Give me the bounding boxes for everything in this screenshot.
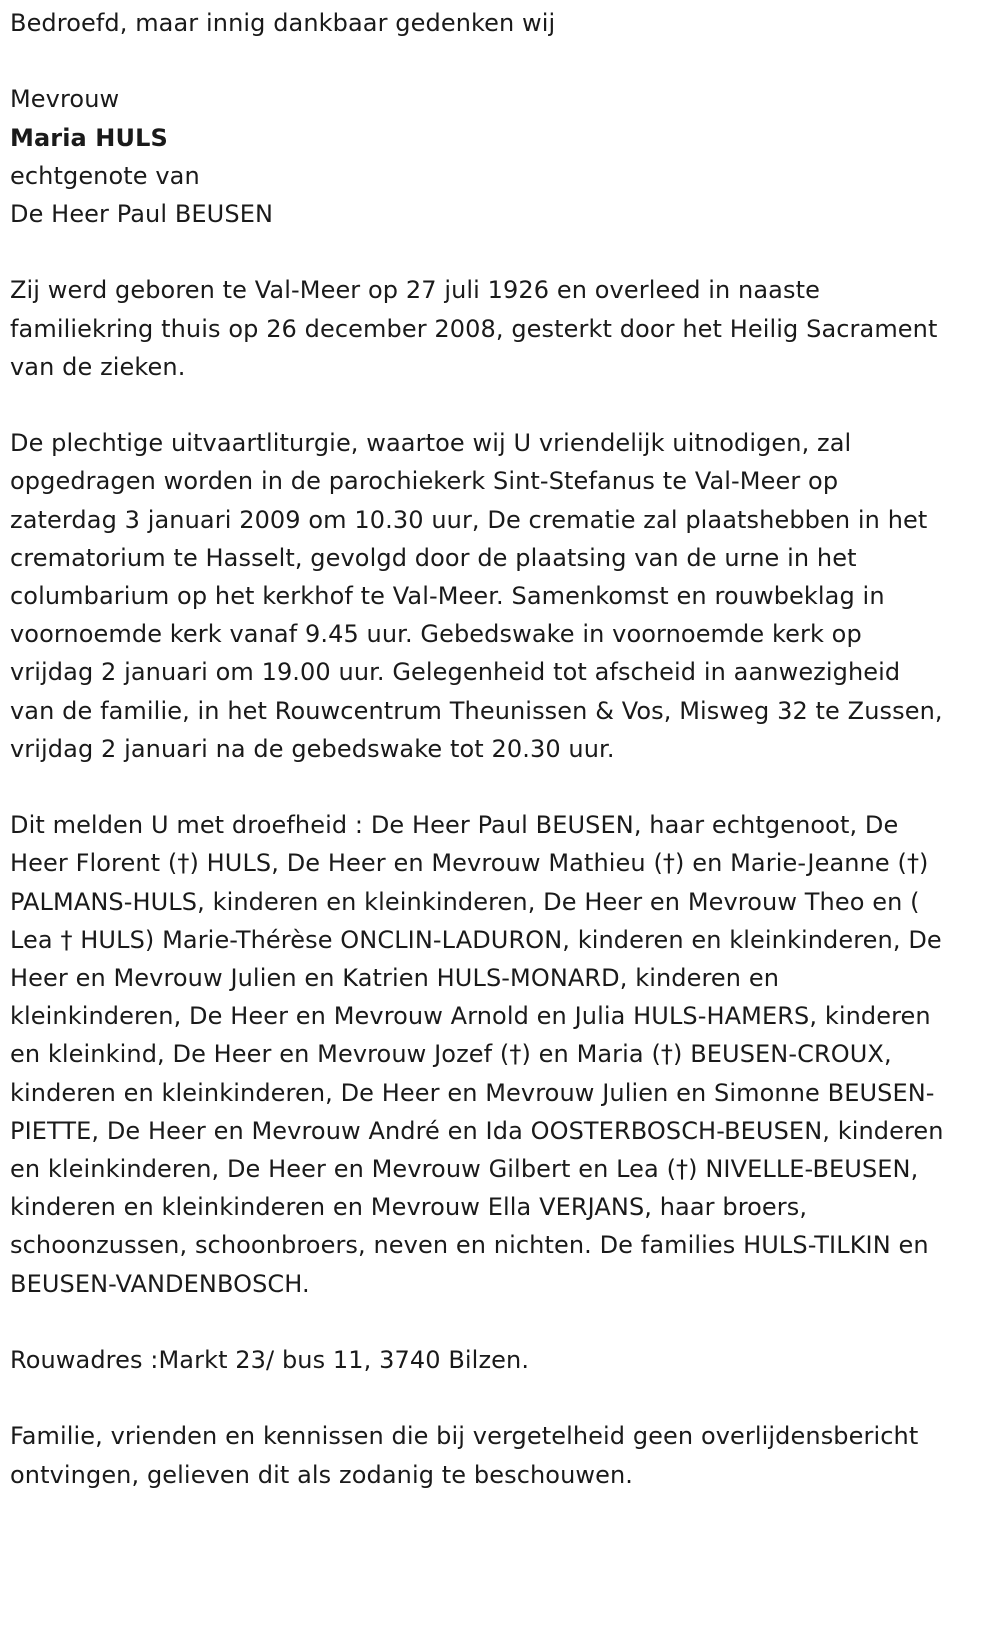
relation-line: echtgenote van <box>10 161 200 190</box>
obituary-notice <box>10 4 946 1494</box>
spacer <box>10 42 946 80</box>
ceremony-paragraph: De plechtige uitvaartliturgie, waartoe wij U vriendelijk uitnodigen, zal opgedragen worden in de parochiekerk Sint-Stefanus te Val-Meer op zaterdag 3 januari 2009 om 10.30 uur, De crematie zal plaatshebben in het crematorium te Hasselt, gevolgd door de plaatsing van de urne in het columbarium op het kerkhof te Val-Meer. Samenkomst en rouwbeklag in voornoemde kerk vanaf 9.45 uur. Gebedswake in voornoemde kerk op vrijdag 2 januari om 19.00 uur. Gelegenheid tot afscheid in aanwezigheid van de familie, in het Rouwcentrum Theunissen & Vos, Misweg 32 te Zussen, vrijdag 2 januari na de gebedswake tot 20.30 uur. <box>10 429 943 763</box>
spacer <box>10 386 946 424</box>
spacer <box>10 1303 946 1341</box>
salutation: Mevrouw <box>10 85 120 114</box>
birth-death-paragraph: Zij werd geboren te Val-Meer op 27 juli 1926 en overleed in naaste familiekring thuis op 26 december 2008, gesterkt door het Heilig Sacrament van de zieken. <box>10 276 938 381</box>
mourning-address: Rouwadres :Markt 23/ bus 11, 3740 Bilzen. <box>10 1346 530 1375</box>
spacer <box>10 1379 946 1417</box>
family-paragraph: Dit melden U met droefheid : De Heer Paul BEUSEN, haar echtgenoot, De Heer Florent (†) HULS, De Heer en Mevrouw Mathieu (†) en Marie-Jeanne (†) PALMANS-HULS, kinderen en kleinkinderen, De Heer en Mevrouw Theo en ( Lea † HULS) Marie-Thérèse ONCLIN-LADURON, kinderen en kleinkinderen, De Heer en Mevrouw Julien en Katrien HULS-MONARD, kinderen en kleinkinderen, De Heer en Mevrouw Arnold en Julia HULS-HAMERS, kinderen en kleinkind, De Heer en Mevrouw Jozef (†) en Maria (†) BEUSEN-CROUX, kinderen en kleinkinderen, De Heer en Mevrouw Julien en Simonne BEUSEN-PIETTE, De Heer en Mevrouw André en Ida OOSTERBOSCH-BEUSEN, kinderen en kleinkinderen, De Heer en Mevrouw Gilbert en Lea (†) NIVELLE-BEUSEN, kinderen en kleinkinderen en Mevrouw Ella VERJANS, haar broers, schoonzussen, schoonbroers, neven en nichten. De families HULS-TILKIN en BEUSEN-VANDENBOSCH. <box>10 811 944 1298</box>
spacer <box>10 233 946 271</box>
spouse-name: De Heer Paul BEUSEN <box>10 200 274 228</box>
deceased-name: Maria HULS <box>10 123 168 152</box>
intro-line: Bedroefd, maar innig dankbaar gedenken wij <box>10 9 556 37</box>
spacer <box>10 768 946 806</box>
closing-paragraph: Familie, vrienden en kennissen die bij vergetelheid geen overlijdensbericht ontvingen, gelieven dit als zodanig te beschouwen. <box>10 1422 919 1489</box>
